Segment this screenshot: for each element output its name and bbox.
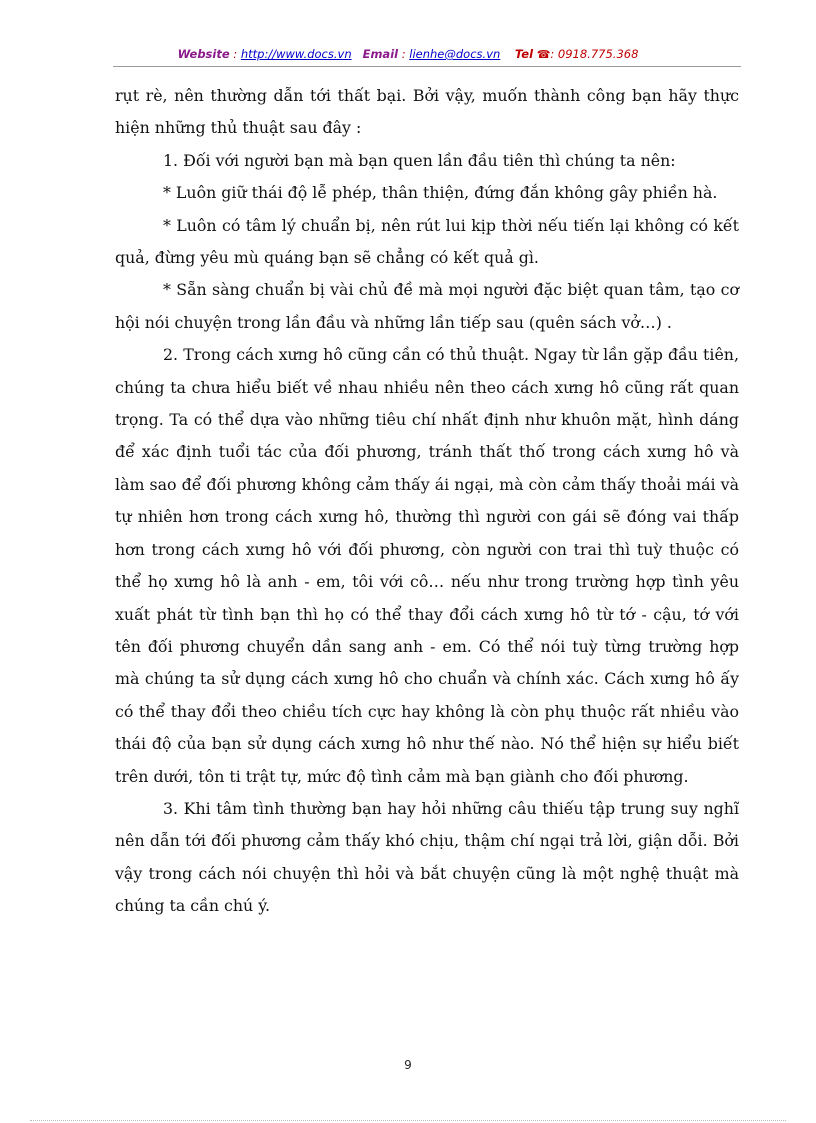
- tel-label: Tel: [514, 47, 534, 61]
- website-separator: :: [229, 47, 241, 61]
- telephone-icon: ☎: [536, 48, 551, 61]
- paragraph-point-1: 1. Đối với người bạn mà bạn quen lần đầu tiên thì chúng ta nên:: [163, 150, 676, 170]
- website-label: Website: [177, 47, 230, 61]
- paragraph-continuation: rụt rè, nên thường dẫn tới thất bại. Bởi vậy, muốn thành công bạn hãy thực hiện những thủ thuật sau đây :: [115, 86, 739, 138]
- page-number: 9: [404, 1058, 412, 1072]
- body-text: [115, 80, 739, 923]
- paragraph-point-2: 2. Trong cách xưng hô cũng cần có thủ thuật. Ngay từ lần gặp đầu tiên, chúng ta chưa hiểu biết về nhau nhiều nên theo cách xưng hô cũng rất quan trọng. Ta có thể dựa vào những tiêu chí nhất định như khuôn mặt, hình dáng để xác định tuổi tác của đối phương, tránh thất thố trong cách xưng hô và làm sao để đối phương không cảm thấy ái ngại, mà còn cảm thấy thoải mái và tự nhiên hơn trong cách xưng hô, thường thì người con gái sẽ đóng vai thấp hơn trong cách xưng hô với đối phương, còn người con trai thì tuỳ thuộc có thể họ xưng hô là anh - em, tôi với cô… nếu như trong trường hợp tình yêu xuất phát từ tình bạn thì họ có thể thay đổi cách xưng hô từ tớ - cậu, tớ với tên đối phương chuyển dần sang anh - em. Có thể nói tuỳ từng trường hợp mà chúng ta sử dụng cách xưng hô cho chuẩn và chính xác. Cách xưng hô ấy có thể thay đổi theo chiều tích cực hay không là còn phụ thuộc rất nhiều vào thái độ của bạn sử dụng cách xưng hô như thế nào. Nó thể hiện sự hiểu biết trên dưới, tôn ti trật tự, mức độ tình cảm mà bạn giành cho đối phương.: [115, 345, 739, 786]
- paragraph-bullet-2: * Luôn có tâm lý chuẩn bị, nên rút lui kịp thời nếu tiến lại không có kết quả, đừng yêu mù quáng bạn sẽ chẳng có kết quả gì.: [115, 215, 739, 268]
- page-bottom-divider: [30, 1120, 786, 1121]
- page-header: [0, 47, 816, 61]
- email-label: Email: [362, 47, 399, 61]
- email-link[interactable]: lienhe@docs.vn: [409, 47, 501, 61]
- tel-number: : 0918.775.368: [550, 47, 639, 61]
- header-divider: [113, 66, 741, 67]
- paragraph-bullet-3: * Sẵn sàng chuẩn bị vài chủ đề mà mọi người đặc biệt quan tâm, tạo cơ hội nói chuyện trong lần đầu và những lần tiếp sau (quên sách vở…) .: [115, 280, 739, 332]
- paragraph-bullet-1: * Luôn giữ thái độ lễ phép, thân thiện, đứng đắn không gây phiền hà.: [163, 183, 718, 203]
- email-separator: :: [398, 47, 410, 61]
- website-link[interactable]: http://www.docs.vn: [240, 47, 352, 61]
- paragraph-point-3: 3. Khi tâm tình thường bạn hay hỏi những câu thiếu tập trung suy nghĩ nên dẫn tới đối phương cảm thấy khó chịu, thậm chí ngại trả lời, giận dỗi. Bởi vậy trong cách nói chuyện thì hỏi và bắt chuyện cũng là một nghệ thuật mà chúng ta cần chú ý.: [115, 798, 739, 916]
